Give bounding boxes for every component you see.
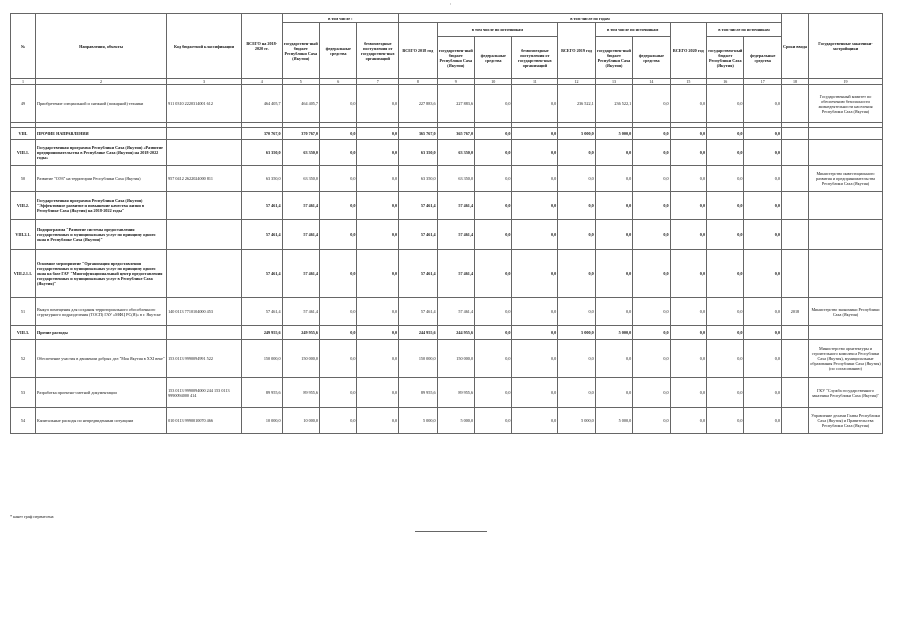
cell-state: 57 461,4: [282, 192, 319, 220]
cell-state: 57 461,4: [282, 298, 319, 326]
cell-deadline: [781, 408, 808, 434]
section-row: [11, 128, 883, 140]
column-index-cell: 8: [399, 79, 438, 85]
cell-t19: 0,0: [558, 378, 595, 408]
cell-num: VIII.3.: [11, 326, 36, 340]
cell-s19: 0,0: [595, 378, 632, 408]
cell-deadline: [781, 220, 808, 250]
cell-free: 0,0: [357, 166, 399, 192]
cell-state: 89 955,6: [282, 378, 319, 408]
cell-total: 370 767,0: [241, 128, 282, 140]
cell-f18: 0,0: [475, 250, 512, 298]
col-state-2018-header: государствен-ный бюджет Республики Саха (Якутия): [437, 37, 474, 79]
cell-s20: 0,0: [707, 298, 744, 326]
cell-f20: 0,0: [744, 298, 781, 326]
column-index-cell: 19: [808, 79, 882, 85]
cell-free: 0,0: [357, 192, 399, 220]
cell-deadline: [781, 378, 808, 408]
cell-fed: 0,0: [320, 298, 357, 326]
footnote: * канет граф перенесена: [10, 514, 54, 519]
cell-num: VIII.2.1.1.: [11, 250, 36, 298]
cell-total: 63 350,0: [241, 166, 282, 192]
cell-t19: 5 000,0: [558, 128, 595, 140]
column-index-cell: 6: [320, 79, 357, 85]
cell-fed: 0,0: [320, 166, 357, 192]
cell-f19: 0,0: [633, 192, 670, 220]
cell-total: 464 405,7: [241, 85, 282, 123]
cell-f18: 0,0: [475, 192, 512, 220]
cell-free: 0,0: [357, 298, 399, 326]
column-index-cell: 13: [595, 79, 632, 85]
cell-f20: 0,0: [744, 378, 781, 408]
table-row: [11, 85, 883, 123]
cell-code: [167, 128, 242, 140]
cell-customer: Министерство экономики Республики Саха (Якутия): [808, 298, 882, 326]
cell-f18: 0,0: [475, 85, 512, 123]
cell-state: 57 461,4: [282, 220, 319, 250]
col-total-2018-header: ВСЕГО 2018 год: [399, 23, 438, 79]
cell-fed: 0,0: [320, 340, 357, 378]
cell-num: 50: [11, 166, 36, 192]
col-direction-header: Направления, объекты: [35, 14, 166, 79]
cell-t19: 0,0: [558, 250, 595, 298]
cell-fed: 0,0: [320, 378, 357, 408]
cell-f18: 0,0: [475, 298, 512, 326]
cell-total: 89 955,6: [241, 378, 282, 408]
cell-deadline: [781, 166, 808, 192]
cell-s19: 5 000,0: [595, 128, 632, 140]
col-customer-header: Государственные заказчики-застройщики: [808, 14, 882, 79]
cell-customer: Министерство инвестиционного развития и предпринимательства Республики Саха (Якутия): [808, 166, 882, 192]
group-2019-header: в том числе по источникам: [595, 23, 670, 37]
investment-table: [10, 13, 883, 434]
cell-s18: 365 767,0: [437, 128, 474, 140]
cell-f19: 0,0: [633, 326, 670, 340]
col-fed-2018-header: федеральные средства: [475, 37, 512, 79]
cell-s18: 63 350,0: [437, 166, 474, 192]
cell-fr18: 0,0: [512, 408, 558, 434]
cell-s19: 5 000,0: [595, 408, 632, 434]
cell-t18: 57 461,4: [399, 298, 438, 326]
cell-t20: 0,0: [670, 220, 706, 250]
cell-s18: 57 461,4: [437, 250, 474, 298]
cell-s19: 0,0: [595, 250, 632, 298]
cell-state: 63 350,0: [282, 166, 319, 192]
col-total-header: ВСЕГО на 2018-2020 гг.: [241, 14, 282, 79]
cell-name: Государственная программа Республики Саха (Якутия) "Эффективное развитие и повышение качества жизни в Республике Саха (Якутия) на 2018-2022 годы": [35, 192, 166, 220]
cell-fed: 0,0: [320, 140, 357, 166]
cell-deadline: [781, 128, 808, 140]
cell-code: 957 0412 2622024000 811: [167, 166, 242, 192]
cell-f18: 0,0: [475, 378, 512, 408]
cell-free: 0,0: [357, 250, 399, 298]
cell-t19: 0,0: [558, 340, 595, 378]
cell-s20: 0,0: [707, 140, 744, 166]
cell-fr18: 0,0: [512, 192, 558, 220]
cell-f19: 0,0: [633, 220, 670, 250]
cell-customer: [808, 220, 882, 250]
section-row: [11, 250, 883, 298]
table-row: [11, 408, 883, 434]
cell-f20: 0,0: [744, 326, 781, 340]
cell-free: 0,0: [357, 140, 399, 166]
cell-name: ПРОЧИЕ НАПРАВЛЕНИЯ: [35, 128, 166, 140]
group-2018-header: в том числе по источникам: [437, 23, 558, 37]
cell-fr18: 0,0: [512, 85, 558, 123]
cell-s18: 5 000,0: [437, 408, 474, 434]
col-fed-2020-header: федеральные средства: [744, 37, 781, 79]
column-index-cell: 4: [241, 79, 282, 85]
cell-t20: 0,0: [670, 250, 706, 298]
cell-s18: 63 350,0: [437, 140, 474, 166]
cell-s18: 89 955,6: [437, 378, 474, 408]
cell-t18: 63 350,0: [399, 166, 438, 192]
cell-f19: 0,0: [633, 298, 670, 326]
cell-state: 63 350,0: [282, 140, 319, 166]
cell-f18: 0,0: [475, 220, 512, 250]
cell-customer: ГКУ "Служба государственного заказчика Республики Саха (Якутия)": [808, 378, 882, 408]
cell-code: 911 0310 2220314001 612: [167, 85, 242, 123]
cell-fr18: 0,0: [512, 128, 558, 140]
cell-num: 52: [11, 340, 36, 378]
cell-t18: 365 767,0: [399, 128, 438, 140]
cell-t20: 0,0: [670, 128, 706, 140]
cell-fed: 0,0: [320, 192, 357, 220]
cell-num: 51: [11, 298, 36, 326]
cell-t20: 0,0: [670, 298, 706, 326]
cell-code: [167, 192, 242, 220]
cell-t18: 227 883,6: [399, 85, 438, 123]
cell-fr18: 0,0: [512, 340, 558, 378]
cell-f20: 0,0: [744, 85, 781, 123]
cell-num: 53: [11, 378, 36, 408]
cell-name: Разработка проектно-сметной документации: [35, 378, 166, 408]
cell-t19: 0,0: [558, 192, 595, 220]
cell-s19: 0,0: [595, 340, 632, 378]
cell-s19: 0,0: [595, 220, 632, 250]
cell-total: 57 461,4: [241, 220, 282, 250]
section-row: [11, 140, 883, 166]
cell-deadline: [781, 326, 808, 340]
cell-fr18: 0,0: [512, 220, 558, 250]
cell-customer: [808, 326, 882, 340]
cell-f18: 0,0: [475, 340, 512, 378]
cell-state: 10 000,0: [282, 408, 319, 434]
col-total-2020-header: ВСЕГО 2020 год: [670, 23, 706, 79]
cell-f18: 0,0: [475, 326, 512, 340]
cell-f18: 0,0: [475, 140, 512, 166]
column-index-cell: 1: [11, 79, 36, 85]
cell-state: 57 461,4: [282, 250, 319, 298]
cell-name: Основное мероприятие "Организация предоставления государственных и муниципальных услуг по принципу одного окна на базе ГАУ "Многофункциональный центр предоставления государственных и муниципальных услуг в Республике Саха (Якутия)": [35, 250, 166, 298]
table-row: [11, 166, 883, 192]
cell-code: [167, 326, 242, 340]
column-index-cell: 7: [357, 79, 399, 85]
section-row: [11, 192, 883, 220]
cell-code: [167, 140, 242, 166]
cell-total: 10 000,0: [241, 408, 282, 434]
cell-f20: 0,0: [744, 166, 781, 192]
cell-customer: Государственный комитет по обеспечению безопасности жизнедеятельности населения Республики Саха (Якутия): [808, 85, 882, 123]
cell-deadline: [781, 85, 808, 123]
cell-t20: 0,0: [670, 326, 706, 340]
column-index-cell: 16: [707, 79, 744, 85]
cell-s18: 227 883,6: [437, 85, 474, 123]
col-free-header: безвозмездные поступления от государствен-ных организаций: [357, 23, 399, 79]
cell-free: 0,0: [357, 340, 399, 378]
column-index-cell: 9: [437, 79, 474, 85]
cell-code: [167, 250, 242, 298]
cell-f19: 0,0: [633, 340, 670, 378]
cell-customer: Министерство архитектуры и строительного комплекса Республики Саха (Якутия), муниципальные образования Республики Саха (Якутия) (по согласованию): [808, 340, 882, 378]
cell-code: 153 0113 9990094991 522: [167, 340, 242, 378]
cell-t19: 0,0: [558, 166, 595, 192]
cell-num: VIII.2.: [11, 192, 36, 220]
col-code-header: Код бюджетной классификации: [167, 14, 242, 79]
cell-f18: 0,0: [475, 128, 512, 140]
group-2020-header: в том числе по источникам: [707, 23, 782, 37]
cell-customer: [808, 192, 882, 220]
cell-name: Государственная программа Республики Саха (Якутия) «Развитие предпринимательства в Республике Саха (Якутия) на 2018-2022 годы»: [35, 140, 166, 166]
cell-name: Развитие "ОЭЗ" на территории Республики Саха (Якутия): [35, 166, 166, 192]
cell-f20: 0,0: [744, 220, 781, 250]
cell-total: 249 955,6: [241, 326, 282, 340]
cell-t19: 5 000,0: [558, 326, 595, 340]
section-row: [11, 220, 883, 250]
table-body: [11, 79, 883, 434]
cell-deadline: 2018: [781, 298, 808, 326]
col-free-2018-header: безвозмездные поступления от государствен-ных организаций: [512, 37, 558, 79]
cell-t18: 89 955,6: [399, 378, 438, 408]
cell-code: [167, 220, 242, 250]
cell-fr18: 0,0: [512, 250, 558, 298]
bottom-rule: [415, 531, 487, 532]
cell-fr18: 0,0: [512, 298, 558, 326]
cell-deadline: [781, 192, 808, 220]
cell-free: 0,0: [357, 378, 399, 408]
column-index-cell: 2: [35, 79, 166, 85]
cell-s20: 0,0: [707, 220, 744, 250]
cell-f19: 0,0: [633, 85, 670, 123]
cell-t20: 0,0: [670, 408, 706, 434]
cell-t20: 0,0: [670, 192, 706, 220]
cell-f19: 0,0: [633, 408, 670, 434]
cell-deadline: [781, 140, 808, 166]
col-state-2020-header: государствен-ный бюджет Республики Саха (Якутия): [707, 37, 744, 79]
cell-t19: 0,0: [558, 298, 595, 326]
col-fed-2019-header: федеральные средства: [633, 37, 670, 79]
cell-customer: [808, 128, 882, 140]
cell-num: 54: [11, 408, 36, 434]
cell-t20: 0,0: [670, 85, 706, 123]
cell-f19: 0,0: [633, 378, 670, 408]
col-deadline-header: Сроки ввода: [781, 14, 808, 79]
cell-s18: 57 461,4: [437, 220, 474, 250]
column-index-cell: 14: [633, 79, 670, 85]
cell-s19: 0,0: [595, 298, 632, 326]
page-top-mark: ': [450, 4, 451, 9]
cell-customer: [808, 140, 882, 166]
cell-s20: 0,0: [707, 340, 744, 378]
cell-fed: 0,0: [320, 85, 357, 123]
cell-fed: 0,0: [320, 408, 357, 434]
cell-fed: 0,0: [320, 220, 357, 250]
col-state-header: государствен-ный бюджет Республики Саха (Якутия): [282, 23, 319, 79]
cell-total: 57 461,4: [241, 192, 282, 220]
cell-deadline: [781, 250, 808, 298]
cell-s19: 0,0: [595, 140, 632, 166]
cell-deadline: [781, 340, 808, 378]
cell-fr18: 0,0: [512, 140, 558, 166]
cell-name: Прочие расходы: [35, 326, 166, 340]
cell-total: 150 000,0: [241, 340, 282, 378]
cell-free: 0,0: [357, 85, 399, 123]
cell-fr18: 0,0: [512, 326, 558, 340]
cell-s18: 57 461,4: [437, 298, 474, 326]
column-index-cell: 10: [475, 79, 512, 85]
column-index-cell: 11: [512, 79, 558, 85]
cell-s20: 0,0: [707, 85, 744, 123]
column-index-cell: 17: [744, 79, 781, 85]
cell-t19: 5 000,0: [558, 408, 595, 434]
cell-s20: 0,0: [707, 408, 744, 434]
cell-fr18: 0,0: [512, 378, 558, 408]
column-index-cell: 5: [282, 79, 319, 85]
table-row: [11, 340, 883, 378]
cell-f19: 0,0: [633, 166, 670, 192]
cell-total: 63 350,0: [241, 140, 282, 166]
cell-customer: [808, 250, 882, 298]
cell-s19: 236 522,1: [595, 85, 632, 123]
table-row: [11, 378, 883, 408]
cell-s18: 150 000,0: [437, 340, 474, 378]
cell-f20: 0,0: [744, 192, 781, 220]
cell-code: 140 0113 7710104000 453: [167, 298, 242, 326]
cell-num: VIII.1.: [11, 140, 36, 166]
cell-t19: 0,0: [558, 140, 595, 166]
cell-num: 49: [11, 85, 36, 123]
cell-state: 150 000,0: [282, 340, 319, 378]
cell-s19: 0,0: [595, 166, 632, 192]
cell-t18: 57 461,4: [399, 192, 438, 220]
cell-state: 370 767,0: [282, 128, 319, 140]
cell-t19: 0,0: [558, 220, 595, 250]
cell-s20: 0,0: [707, 192, 744, 220]
cell-t20: 0,0: [670, 340, 706, 378]
cell-t18: 5 000,0: [399, 408, 438, 434]
cell-free: 0,0: [357, 220, 399, 250]
cell-f19: 0,0: [633, 140, 670, 166]
cell-f18: 0,0: [475, 408, 512, 434]
cell-name: Выкуп помещения для создания территориального обособленного структурного подразделения (ТОСП) ГАУ «МФЦ РС(Я)» в г. Якутске: [35, 298, 166, 326]
cell-state: 464 405,7: [282, 85, 319, 123]
cell-t18: 57 461,4: [399, 220, 438, 250]
cell-t18: 150 000,0: [399, 340, 438, 378]
col-federal-header: федеральные средства: [320, 23, 357, 79]
cell-name: Приобретение специальной и снежной (пожарной) техники: [35, 85, 166, 123]
cell-code: 010 0113 9990010070 466: [167, 408, 242, 434]
section-row: [11, 326, 883, 340]
column-index-cell: 12: [558, 79, 595, 85]
cell-f20: 0,0: [744, 408, 781, 434]
column-index-cell: 18: [781, 79, 808, 85]
cell-s20: 0,0: [707, 250, 744, 298]
cell-s20: 0,0: [707, 166, 744, 192]
cell-f19: 0,0: [633, 128, 670, 140]
cell-s20: 0,0: [707, 378, 744, 408]
cell-name: Обеспечение участия в движении добрых дел "Моя Якутия в XXI веке": [35, 340, 166, 378]
cell-t19: 236 522,1: [558, 85, 595, 123]
col-num-header: №: [11, 14, 36, 79]
table-row: [11, 298, 883, 326]
cell-fed: 0,0: [320, 128, 357, 140]
cell-s18: 244 955,6: [437, 326, 474, 340]
cell-s20: 0,0: [707, 326, 744, 340]
cell-customer: Управление делами Главы Республики Саха (Якутия) и Правительства Республики Саха (Якутия): [808, 408, 882, 434]
column-index-cell: 3: [167, 79, 242, 85]
cell-fed: 0,0: [320, 326, 357, 340]
cell-f18: 0,0: [475, 166, 512, 192]
col-state-2019-header: государствен-ный бюджет Республики Саха (Якутия): [595, 37, 632, 79]
cell-s19: 0,0: [595, 192, 632, 220]
cell-f20: 0,0: [744, 250, 781, 298]
cell-s18: 57 461,4: [437, 192, 474, 220]
cell-free: 0,0: [357, 128, 399, 140]
cell-num: VIII.2.1.: [11, 220, 36, 250]
cell-t18: 63 350,0: [399, 140, 438, 166]
cell-state: 249 955,6: [282, 326, 319, 340]
cell-free: 0,0: [357, 326, 399, 340]
cell-t18: 244 955,6: [399, 326, 438, 340]
column-index-cell: 15: [670, 79, 706, 85]
group-years-header: в том числе по годам: [399, 14, 782, 23]
cell-f20: 0,0: [744, 340, 781, 378]
cell-f19: 0,0: [633, 250, 670, 298]
cell-t20: 0,0: [670, 166, 706, 192]
cell-fr18: 0,0: [512, 166, 558, 192]
cell-f20: 0,0: [744, 128, 781, 140]
cell-t18: 57 461,4: [399, 250, 438, 298]
cell-t20: 0,0: [670, 140, 706, 166]
cell-s20: 0,0: [707, 128, 744, 140]
cell-s19: 5 000,0: [595, 326, 632, 340]
cell-name: Капитальные расходы по непредвиденным ситуациям: [35, 408, 166, 434]
cell-total: 57 461,4: [241, 298, 282, 326]
cell-total: 57 461,4: [241, 250, 282, 298]
cell-free: 0,0: [357, 408, 399, 434]
cell-fed: 0,0: [320, 250, 357, 298]
cell-f20: 0,0: [744, 140, 781, 166]
cell-name: Подпрограмма "Развитие системы предоставления государственных и муниципальных услуг по принципу одного окна в Республике Саха (Якутия)": [35, 220, 166, 250]
cell-code: 153 0113 9990094000 244 153 0113 9990094000 414: [167, 378, 242, 408]
col-total-2019-header: ВСЕГО 2019 год: [558, 23, 595, 79]
cell-num: VIII.: [11, 128, 36, 140]
cell-t20: 0,0: [670, 378, 706, 408]
group-incl-header: в том числе :: [282, 14, 399, 23]
